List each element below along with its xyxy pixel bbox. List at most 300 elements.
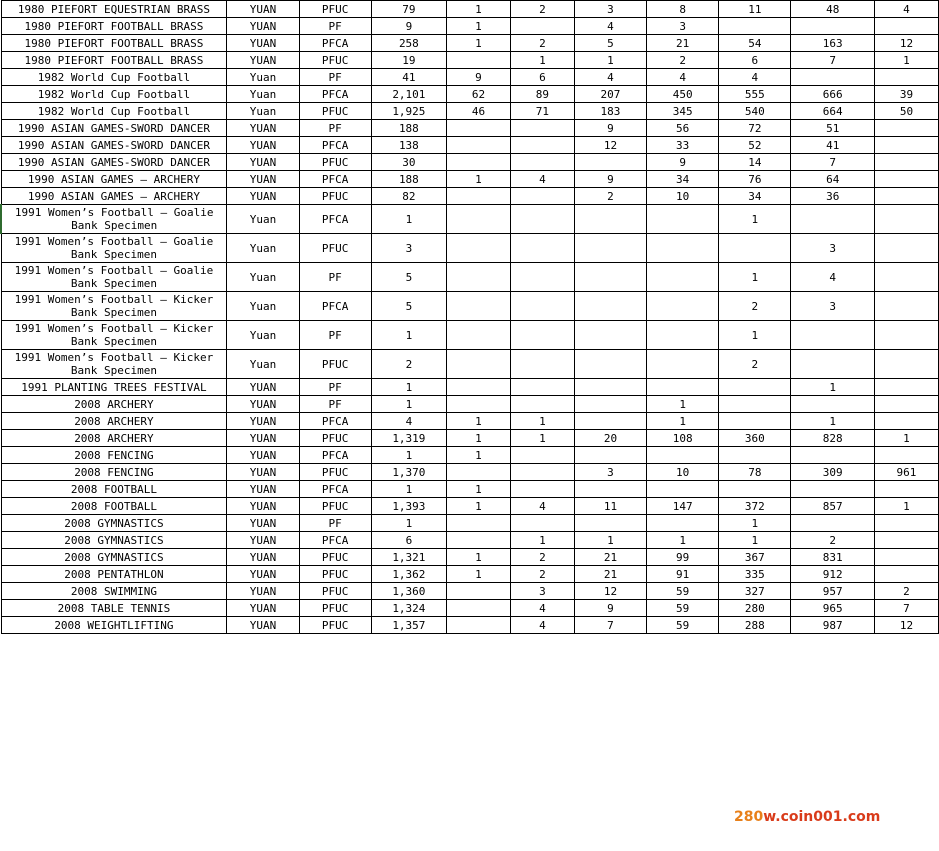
cell-n2: 1 [510,52,574,69]
cell-n1: 1 [447,566,511,583]
cell-denomination: YUAN [227,171,299,188]
cell-n2 [510,515,574,532]
cell-n5: 367 [719,549,791,566]
cell-name: 2008 SWIMMING [1,583,227,600]
table-row [1,617,939,634]
cell-n4: 450 [647,86,719,103]
cell-denomination: YUAN [227,481,299,498]
cell-n6: 965 [791,600,875,617]
cell-name: 1990 ASIAN GAMES-SWORD DANCER [1,154,227,171]
cell-denomination: Yuan [227,86,299,103]
cell-name: 2008 FENCING [1,464,227,481]
cell-grade: PF [299,396,371,413]
cell-n1 [447,532,511,549]
cell-n4 [647,379,719,396]
cell-n1: 1 [447,171,511,188]
cell-grade: PF [299,18,371,35]
cell-n7: 2 [874,583,938,600]
cell-n6: 831 [791,549,875,566]
cell-n2 [510,18,574,35]
cell-n1 [447,583,511,600]
table-row [1,350,939,379]
cell-denomination: YUAN [227,617,299,634]
cell-n4 [647,234,719,263]
cell-n4: 91 [647,566,719,583]
cell-name: 1990 ASIAN GAMES – ARCHERY [1,188,227,205]
table-row [1,379,939,396]
cell-n6: 957 [791,583,875,600]
cell-n2 [510,464,574,481]
cell-n5: 2 [719,292,791,321]
cell-n3: 21 [574,549,646,566]
cell-name: 2008 GYMNASTICS [1,532,227,549]
cell-n3 [574,413,646,430]
cell-total: 1,393 [371,498,446,515]
table-row [1,600,939,617]
cell-n3: 20 [574,430,646,447]
cell-n5: 372 [719,498,791,515]
cell-grade: PFCA [299,171,371,188]
table-row [1,430,939,447]
cell-denomination: Yuan [227,205,299,234]
table-row [1,515,939,532]
cell-n5: 52 [719,137,791,154]
cell-n5: 1 [719,515,791,532]
cell-grade: PFUC [299,549,371,566]
cell-n4 [647,263,719,292]
table-row [1,103,939,120]
cell-total: 1 [371,481,446,498]
cell-n5 [719,234,791,263]
cell-n7 [874,188,938,205]
cell-grade: PFUC [299,600,371,617]
table-body [1,1,939,634]
cell-denomination: YUAN [227,137,299,154]
cell-n3: 11 [574,498,646,515]
cell-grade: PFUC [299,566,371,583]
cell-n1 [447,396,511,413]
cell-n7 [874,18,938,35]
table-row [1,86,939,103]
cell-n5 [719,481,791,498]
cell-total: 9 [371,18,446,35]
cell-denomination: YUAN [227,188,299,205]
cell-n3: 2 [574,188,646,205]
cell-n7 [874,205,938,234]
cell-n3: 3 [574,1,646,18]
cell-n1 [447,120,511,137]
cell-n5: 54 [719,35,791,52]
cell-name: 2008 GYMNASTICS [1,515,227,532]
watermark [734,809,880,825]
cell-n6: 664 [791,103,875,120]
cell-n2: 1 [510,430,574,447]
cell-n2: 89 [510,86,574,103]
watermark-prefix: 280 [734,809,764,825]
cell-n2: 6 [510,69,574,86]
cell-n4: 10 [647,188,719,205]
cell-n2 [510,154,574,171]
cell-grade: PFCA [299,481,371,498]
cell-denomination: YUAN [227,515,299,532]
cell-name: 2008 TABLE TENNIS [1,600,227,617]
cell-total: 138 [371,137,446,154]
cell-n7 [874,515,938,532]
table-row [1,35,939,52]
cell-n7: 12 [874,35,938,52]
cell-total: 1 [371,515,446,532]
cell-n4: 10 [647,464,719,481]
cell-name: 1991 Women’s Football – Goalie Bank Specimen [1,205,227,234]
cell-grade: PFUC [299,234,371,263]
cell-name: 1982 World Cup Football [1,69,227,86]
cell-total: 41 [371,69,446,86]
cell-name: 1990 ASIAN GAMES-SWORD DANCER [1,137,227,154]
table-row [1,263,939,292]
cell-n6 [791,350,875,379]
cell-total: 1,319 [371,430,446,447]
cell-n7 [874,321,938,350]
cell-denomination: YUAN [227,447,299,464]
cell-n5: 1 [719,205,791,234]
cell-total: 30 [371,154,446,171]
cell-n2: 4 [510,600,574,617]
cell-n1 [447,137,511,154]
cell-grade: PF [299,379,371,396]
cell-n7 [874,120,938,137]
cell-n2 [510,263,574,292]
cell-n6 [791,396,875,413]
cell-n6 [791,321,875,350]
cell-grade: PF [299,263,371,292]
cell-denomination: YUAN [227,1,299,18]
cell-total: 258 [371,35,446,52]
cell-n4: 34 [647,171,719,188]
cell-n4: 59 [647,583,719,600]
cell-n2 [510,137,574,154]
table-row [1,292,939,321]
cell-total: 5 [371,263,446,292]
cell-grade: PFUC [299,464,371,481]
cell-n4: 59 [647,600,719,617]
cell-n2: 4 [510,617,574,634]
cell-n1 [447,617,511,634]
cell-n2: 2 [510,566,574,583]
cell-n5: 1 [719,263,791,292]
cell-grade: PFCA [299,532,371,549]
cell-denomination: YUAN [227,18,299,35]
table-row [1,549,939,566]
cell-n4 [647,447,719,464]
cell-n6 [791,447,875,464]
cell-n7: 1 [874,52,938,69]
table-row [1,413,939,430]
cell-n5: 72 [719,120,791,137]
cell-n7 [874,350,938,379]
cell-n4: 9 [647,154,719,171]
cell-total: 2 [371,350,446,379]
cell-name: 1980 PIEFORT FOOTBALL BRASS [1,52,227,69]
cell-n2: 3 [510,583,574,600]
cell-n6: 36 [791,188,875,205]
cell-n1: 1 [447,447,511,464]
cell-n7 [874,379,938,396]
cell-name: 1991 Women’s Football – Kicker Bank Specimen [1,350,227,379]
cell-n1: 1 [447,1,511,18]
cell-n1: 1 [447,35,511,52]
cell-denomination: YUAN [227,464,299,481]
cell-n6: 48 [791,1,875,18]
cell-n4 [647,321,719,350]
cell-n4: 99 [647,549,719,566]
cell-n3: 1 [574,52,646,69]
cell-n5 [719,18,791,35]
cell-n6: 51 [791,120,875,137]
cell-n2: 4 [510,498,574,515]
cell-n2: 1 [510,413,574,430]
cell-denomination: Yuan [227,103,299,120]
cell-n3 [574,447,646,464]
table-row [1,532,939,549]
cell-n3 [574,350,646,379]
cell-n2 [510,481,574,498]
cell-n2: 1 [510,532,574,549]
cell-n2 [510,292,574,321]
cell-n2 [510,396,574,413]
table-row [1,566,939,583]
cell-n3 [574,234,646,263]
cell-n1 [447,263,511,292]
cell-n4: 4 [647,69,719,86]
cell-grade: PFCA [299,86,371,103]
cell-n3: 21 [574,566,646,583]
cell-name: 1990 ASIAN GAMES-SWORD DANCER [1,120,227,137]
cell-denomination: YUAN [227,154,299,171]
cell-total: 1,321 [371,549,446,566]
table-row [1,321,939,350]
cell-denomination: YUAN [227,566,299,583]
cell-n7: 1 [874,498,938,515]
cell-grade: PFUC [299,350,371,379]
cell-n5: 1 [719,321,791,350]
cell-name: 1991 Women’s Football – Goalie Bank Specimen [1,263,227,292]
cell-n2 [510,447,574,464]
table-row [1,171,939,188]
watermark-domain: w.coin001.com [763,809,881,825]
cell-name: 1991 Women’s Football – Goalie Bank Specimen [1,234,227,263]
cell-name: 2008 GYMNASTICS [1,549,227,566]
table-row [1,498,939,515]
cell-n7 [874,413,938,430]
cell-total: 5 [371,292,446,321]
cell-n7 [874,566,938,583]
cell-n5: 78 [719,464,791,481]
cell-total: 19 [371,52,446,69]
cell-n1 [447,321,511,350]
table-row [1,447,939,464]
cell-n6: 7 [791,52,875,69]
cell-n5: 280 [719,600,791,617]
cell-n2 [510,350,574,379]
cell-n6: 1 [791,413,875,430]
cell-n6: 3 [791,234,875,263]
cell-n3: 12 [574,137,646,154]
cell-n3: 9 [574,600,646,617]
cell-n1: 9 [447,69,511,86]
cell-denomination: Yuan [227,292,299,321]
cell-grade: PFCA [299,292,371,321]
cell-n6: 2 [791,532,875,549]
table-row [1,205,939,234]
cell-n4: 108 [647,430,719,447]
cell-n6 [791,515,875,532]
cell-n4: 345 [647,103,719,120]
table-row [1,154,939,171]
cell-grade: PFUC [299,1,371,18]
cell-name: 1991 Women’s Football – Kicker Bank Specimen [1,321,227,350]
cell-name: 1991 Women’s Football – Kicker Bank Specimen [1,292,227,321]
cell-n4: 1 [647,396,719,413]
cell-grade: PFUC [299,188,371,205]
cell-name: 1980 PIEFORT EQUESTRIAN BRASS [1,1,227,18]
cell-n4 [647,292,719,321]
cell-name: 1982 World Cup Football [1,103,227,120]
cell-n5: 6 [719,52,791,69]
cell-n6: 828 [791,430,875,447]
cell-name: 1980 PIEFORT FOOTBALL BRASS [1,18,227,35]
cell-n1: 1 [447,481,511,498]
cell-n4 [647,205,719,234]
table-row [1,137,939,154]
cell-total: 1,357 [371,617,446,634]
cell-grade: PFUC [299,430,371,447]
cell-n7: 7 [874,600,938,617]
cell-n5 [719,396,791,413]
table-row [1,188,939,205]
cell-denomination: YUAN [227,600,299,617]
cell-n3 [574,481,646,498]
cell-n4 [647,515,719,532]
cell-n1 [447,205,511,234]
cell-n5: 335 [719,566,791,583]
cell-n1 [447,379,511,396]
cell-n4: 3 [647,18,719,35]
table-row [1,583,939,600]
cell-n1: 1 [447,498,511,515]
cell-n6: 309 [791,464,875,481]
cell-grade: PFUC [299,103,371,120]
cell-name: 2008 FOOTBALL [1,481,227,498]
cell-n5 [719,379,791,396]
cell-n2 [510,188,574,205]
cell-n7 [874,532,938,549]
cell-n3 [574,263,646,292]
cell-n3: 9 [574,120,646,137]
cell-grade: PFCA [299,35,371,52]
cell-total: 1 [371,396,446,413]
cell-n2 [510,205,574,234]
cell-n6 [791,205,875,234]
table-row [1,18,939,35]
cell-total: 6 [371,532,446,549]
cell-n6: 64 [791,171,875,188]
cell-n3 [574,154,646,171]
cell-n7 [874,481,938,498]
cell-name: 1982 World Cup Football [1,86,227,103]
cell-n5: 360 [719,430,791,447]
cell-grade: PFUC [299,498,371,515]
cell-n6: 7 [791,154,875,171]
cell-grade: PF [299,120,371,137]
cell-n4: 21 [647,35,719,52]
cell-total: 1 [371,379,446,396]
cell-grade: PFUC [299,154,371,171]
cell-n7 [874,171,938,188]
cell-n3: 5 [574,35,646,52]
cell-n3 [574,205,646,234]
cell-denomination: YUAN [227,35,299,52]
cell-name: 2008 ARCHERY [1,430,227,447]
cell-n3 [574,515,646,532]
cell-n3: 1 [574,532,646,549]
table-row [1,234,939,263]
cell-n4: 8 [647,1,719,18]
cell-n1: 1 [447,18,511,35]
cell-n5: 555 [719,86,791,103]
cell-n2 [510,234,574,263]
cell-n1: 1 [447,549,511,566]
cell-n7 [874,69,938,86]
cell-n6: 3 [791,292,875,321]
cell-n6: 163 [791,35,875,52]
cell-n1 [447,234,511,263]
cell-n1 [447,515,511,532]
cell-n5 [719,447,791,464]
cell-n6: 1 [791,379,875,396]
cell-grade: PFUC [299,583,371,600]
cell-total: 4 [371,413,446,430]
table-row [1,52,939,69]
cell-grade: PFCA [299,413,371,430]
cell-n5 [719,413,791,430]
cell-n4: 2 [647,52,719,69]
cell-n4 [647,481,719,498]
cell-grade: PFCA [299,447,371,464]
cell-total: 79 [371,1,446,18]
cell-denomination: Yuan [227,263,299,292]
cell-denomination: YUAN [227,379,299,396]
cell-n5: 4 [719,69,791,86]
cell-n1 [447,292,511,321]
cell-n7 [874,263,938,292]
cell-n6: 857 [791,498,875,515]
cell-denomination: YUAN [227,583,299,600]
cell-n1: 1 [447,430,511,447]
cell-total: 1,925 [371,103,446,120]
cell-n4: 1 [647,532,719,549]
cell-n5: 76 [719,171,791,188]
cell-n7 [874,292,938,321]
table-row [1,1,939,18]
cell-n2 [510,379,574,396]
cell-n5: 540 [719,103,791,120]
cell-grade: PFUC [299,617,371,634]
cell-n7: 4 [874,1,938,18]
cell-n7 [874,154,938,171]
cell-n5: 11 [719,1,791,18]
cell-n7 [874,396,938,413]
cell-n1: 46 [447,103,511,120]
